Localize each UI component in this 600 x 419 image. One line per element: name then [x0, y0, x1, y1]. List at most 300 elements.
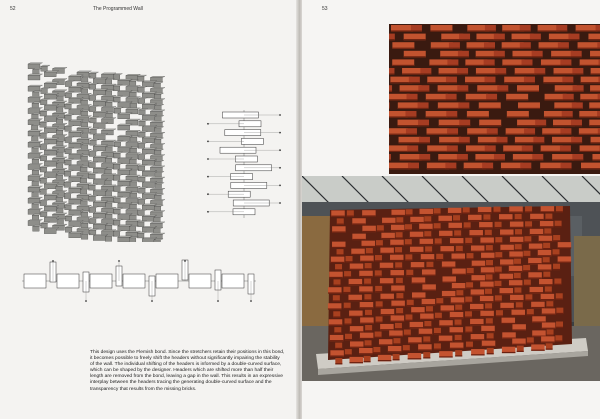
brick-shadow — [396, 298, 403, 299]
brick-face — [130, 92, 137, 97]
brick-shadow — [540, 168, 562, 169]
brick-face — [44, 72, 56, 77]
brick-top — [64, 193, 73, 194]
brick-shadow — [400, 159, 422, 160]
brick-shadow — [466, 99, 488, 100]
brick-shadow — [470, 309, 484, 310]
brick-shadow — [399, 142, 421, 143]
brick-shadow — [396, 313, 403, 314]
brick-face — [93, 213, 105, 218]
brick-face — [65, 138, 72, 143]
brick-shadow — [512, 56, 534, 57]
brick-top — [52, 123, 67, 124]
brick-face — [93, 169, 105, 174]
brick-shadow — [539, 241, 553, 242]
brick-shadow — [556, 313, 563, 314]
brick-top — [93, 100, 108, 101]
brick-top — [118, 79, 133, 80]
brick-top — [138, 198, 147, 199]
brick-top — [150, 143, 165, 144]
shelf-left — [302, 216, 330, 326]
brick-face — [93, 157, 105, 162]
brick-shadow — [463, 212, 470, 213]
brick-top — [93, 223, 108, 224]
brick-shadow — [555, 226, 562, 227]
brick-top — [126, 175, 141, 176]
brick-shadow — [484, 48, 495, 49]
brick-shadow — [410, 327, 424, 328]
brick-shadow — [348, 300, 362, 301]
brick-face — [155, 106, 162, 111]
brick-top — [118, 146, 133, 147]
brick-shadow — [479, 227, 493, 228]
brick-top — [138, 131, 147, 132]
brick-shadow — [439, 325, 453, 326]
brick-face — [138, 177, 145, 182]
brick-shadow — [496, 315, 503, 316]
brick-top — [93, 167, 108, 168]
brick-shadow — [500, 265, 514, 266]
brick-shadow — [365, 315, 372, 316]
brick-top — [118, 169, 133, 170]
brick-top — [138, 165, 147, 166]
brick-face — [142, 194, 154, 199]
brick-top — [41, 88, 50, 89]
brick-shadow — [479, 125, 501, 126]
brick-shadow — [481, 258, 495, 259]
brick-shadow — [424, 221, 431, 222]
brick-shadow — [455, 310, 462, 311]
brick-face — [130, 104, 137, 109]
brick-top — [65, 226, 74, 227]
brick-face — [138, 211, 145, 216]
brick-face — [114, 97, 121, 102]
brick-shadow — [345, 354, 352, 355]
brick-shadow — [591, 73, 600, 74]
brick-face — [81, 145, 88, 150]
brick-shadow — [391, 321, 405, 322]
brick-face — [137, 222, 144, 227]
brick-shadow — [360, 261, 374, 262]
brick-shadow — [454, 236, 461, 237]
brick-shadow — [365, 345, 372, 346]
brick-top — [118, 90, 133, 91]
brick-face — [142, 116, 154, 121]
brick-face — [81, 89, 88, 94]
brick-shadow — [330, 355, 344, 356]
diagram-brick — [57, 274, 79, 288]
brick-shadow — [328, 292, 342, 293]
brick-shadow — [396, 222, 403, 223]
brick-top — [138, 210, 147, 211]
brick-shadow — [442, 267, 456, 268]
brick-top — [93, 201, 108, 202]
brick-top — [113, 74, 122, 75]
brick-face — [118, 192, 130, 197]
brick-top — [28, 119, 43, 120]
brick-shadow — [333, 300, 340, 301]
brick-face — [130, 193, 137, 198]
brick-top — [114, 186, 123, 187]
brick-top — [93, 89, 108, 90]
brick-face — [40, 156, 47, 161]
brick-face — [40, 145, 47, 150]
brick-shadow — [435, 244, 442, 245]
brick-face — [32, 193, 39, 198]
brick-face — [56, 119, 63, 124]
brick-shadow — [457, 73, 468, 74]
brick-shadow — [349, 362, 363, 363]
brick-shadow — [330, 340, 344, 341]
brick-face — [80, 190, 87, 195]
brick-shadow — [510, 227, 524, 228]
brick-shadow — [571, 142, 582, 143]
brick-face — [142, 216, 154, 221]
brick-top — [126, 97, 141, 98]
brick-top — [101, 95, 116, 96]
brick-top — [77, 93, 92, 94]
brick-top — [101, 129, 116, 130]
brick-face — [113, 220, 120, 225]
brick-face — [28, 142, 40, 147]
brick-top — [64, 181, 73, 182]
brick-face — [142, 93, 154, 98]
brick-face — [69, 177, 81, 182]
brick-shadow — [572, 73, 583, 74]
brick-face — [69, 188, 81, 193]
brick-top — [101, 218, 116, 219]
brick-shadow — [458, 56, 469, 57]
brick-shadow — [509, 271, 523, 272]
brick-shadow — [465, 332, 472, 333]
brick-face — [89, 107, 96, 112]
brick-top — [28, 74, 43, 75]
brick-shadow — [518, 108, 540, 109]
brick-shadow — [411, 312, 425, 313]
brick-shadow — [471, 339, 485, 340]
brick-shadow — [495, 242, 502, 243]
brick-shadow — [541, 151, 563, 152]
brick-shadow — [464, 228, 471, 229]
brick-top — [118, 180, 133, 181]
brick-shadow — [395, 268, 402, 269]
brick-shadow — [410, 222, 424, 223]
brick-top — [40, 177, 49, 178]
brick-shadow — [456, 251, 463, 252]
brick-top — [28, 96, 43, 97]
brick-top — [126, 153, 141, 154]
wall-axonometric-drawing — [22, 52, 194, 242]
brick-shadow — [467, 134, 489, 135]
brick-top — [52, 67, 67, 68]
brick-shadow — [511, 315, 525, 316]
brick-shadow — [509, 285, 522, 286]
brick-shadow — [590, 56, 600, 57]
brick-top — [69, 176, 84, 177]
brick-top — [118, 102, 133, 103]
brick-top — [114, 197, 123, 198]
brick-shadow — [359, 292, 373, 293]
brick-face — [93, 236, 105, 241]
brick-face — [155, 128, 162, 133]
brick-top — [150, 188, 165, 189]
brick-shadow — [516, 307, 523, 308]
brick-top — [113, 174, 122, 175]
brick-shadow — [507, 116, 529, 117]
header-shift-section-diagram — [200, 108, 288, 220]
brick-face — [57, 97, 64, 102]
brick-shadow — [545, 219, 552, 220]
brick-shadow — [377, 230, 384, 231]
brick-top — [28, 197, 43, 198]
brick-face — [32, 114, 39, 119]
brick-face — [105, 91, 112, 96]
brick-shadow — [485, 308, 492, 309]
brick-face — [40, 134, 47, 139]
brick-top — [93, 134, 108, 135]
brick-shadow — [351, 254, 365, 255]
brick-top — [118, 202, 133, 203]
brick-shadow — [345, 324, 352, 325]
brick-face — [28, 198, 40, 203]
brick-face — [81, 78, 88, 83]
brick-top — [69, 165, 84, 166]
brick-shadow — [439, 142, 461, 143]
brick-shadow — [425, 252, 432, 253]
brick-shadow — [485, 294, 492, 295]
brick-top — [52, 112, 67, 113]
brick-shadow — [347, 216, 354, 217]
brick-shadow — [390, 275, 404, 276]
brick-shadow — [520, 30, 531, 31]
brick-shadow — [378, 360, 392, 361]
brick-face — [154, 206, 161, 211]
brick-face — [44, 206, 56, 211]
brick-face — [129, 227, 136, 232]
brick-face — [105, 80, 112, 85]
brick-face — [138, 166, 145, 171]
brick-shadow — [514, 264, 521, 265]
brick-shadow — [485, 235, 492, 236]
brick-top — [28, 208, 43, 209]
brick-shadow — [572, 108, 583, 109]
brick-face — [105, 203, 112, 208]
brick-shadow — [407, 99, 418, 100]
brick-shadow — [455, 355, 462, 356]
brick-shadow — [466, 151, 488, 152]
brick-top — [126, 209, 141, 210]
brick-face — [155, 184, 162, 189]
brick-face — [142, 160, 154, 165]
brick-face — [41, 66, 48, 71]
brick-shadow — [483, 220, 490, 221]
brick-shadow — [554, 284, 561, 285]
brick-top — [52, 213, 67, 214]
brick-shadow — [523, 270, 530, 271]
brick-shadow — [389, 91, 392, 92]
brick-top — [52, 179, 67, 180]
brick-top — [44, 138, 59, 139]
brick-top — [150, 76, 165, 77]
wall-installation-photo — [302, 176, 600, 381]
brick-shadow — [494, 286, 501, 287]
diagram-brick — [241, 138, 263, 144]
brick-shadow — [390, 245, 404, 246]
brick-shadow — [448, 213, 462, 214]
brick-face — [113, 176, 120, 181]
brick-shadow — [446, 99, 457, 100]
brick-shadow — [391, 291, 405, 292]
brick-top — [118, 236, 133, 237]
brick-shadow — [471, 295, 485, 296]
brick-face — [65, 115, 72, 120]
brick-top — [77, 138, 92, 139]
brick-top — [69, 109, 84, 110]
brick-shadow — [480, 301, 494, 302]
brick-shadow — [500, 279, 514, 280]
brick-shadow — [530, 219, 544, 220]
brick-face — [118, 181, 130, 186]
brick-face — [93, 124, 105, 129]
brick-face — [90, 129, 97, 134]
brick-top — [77, 104, 92, 105]
brick-shadow — [486, 323, 493, 324]
brick-face — [44, 173, 56, 178]
brick-top — [90, 139, 99, 140]
brick-face — [28, 75, 40, 80]
brick-shadow — [410, 252, 424, 253]
brick-face — [114, 153, 121, 158]
brick-shadow — [398, 108, 420, 109]
brick-top — [138, 176, 147, 177]
brick-shadow — [502, 65, 524, 66]
brick-shadow — [465, 82, 487, 83]
brick-shadow — [455, 325, 462, 326]
brick-face — [89, 85, 96, 90]
brick-top — [142, 81, 157, 82]
diagram-brick — [90, 274, 112, 288]
brick-shadow — [396, 237, 403, 238]
brick-face — [93, 113, 105, 118]
brick-top — [77, 205, 92, 206]
brick-top — [44, 104, 59, 105]
brick-face — [44, 229, 56, 234]
brick-face — [69, 199, 81, 204]
brick-top — [114, 208, 123, 209]
brick-face — [129, 238, 136, 242]
brick-shadow — [556, 327, 563, 328]
brick-face — [65, 160, 72, 165]
brick-top — [93, 178, 108, 179]
brick-shadow — [404, 335, 411, 336]
brick-face — [155, 162, 162, 167]
brick-face — [105, 158, 112, 163]
brick-shadow — [553, 269, 560, 270]
brick-face — [113, 86, 120, 91]
brick-shadow — [560, 65, 571, 66]
brick-shadow — [381, 238, 395, 239]
brick-shadow — [471, 354, 485, 355]
brick-shadow — [555, 340, 562, 341]
brick-shadow — [466, 287, 473, 288]
brick-top — [101, 162, 116, 163]
brick-top — [118, 158, 133, 159]
brick-top — [44, 194, 59, 195]
brick-shadow — [430, 30, 452, 31]
brick-shadow — [525, 300, 532, 301]
brick-shadow — [484, 82, 495, 83]
brick-top — [69, 153, 84, 154]
brick-shadow — [546, 306, 553, 307]
brick-top — [142, 226, 157, 227]
brick-shadow — [409, 82, 420, 83]
brick-shadow — [527, 314, 534, 315]
left-page — [0, 0, 298, 419]
brick-shadow — [380, 329, 394, 330]
brick-face — [118, 80, 130, 85]
brick-shadow — [495, 227, 502, 228]
brick-face — [114, 198, 121, 203]
brick-top — [150, 121, 165, 122]
brick-face — [118, 170, 130, 175]
brick-shadow — [476, 73, 498, 74]
brick-top — [101, 185, 116, 186]
brick-shadow — [517, 91, 539, 92]
brick-shadow — [359, 353, 372, 354]
brick-shadow — [502, 323, 516, 324]
brick-shadow — [515, 249, 522, 250]
brick-top — [77, 228, 92, 229]
brick-top — [118, 135, 133, 136]
brick-face — [93, 135, 105, 140]
brick-shadow — [465, 302, 472, 303]
brick-face — [130, 137, 137, 142]
brick-top — [52, 191, 67, 192]
brick-shadow — [407, 151, 418, 152]
brick-shadow — [500, 235, 514, 236]
diagram-brick — [222, 274, 244, 288]
brick-face — [44, 139, 56, 144]
brick-top — [93, 234, 108, 235]
brick-shadow — [422, 290, 436, 291]
brick-top — [126, 119, 141, 120]
brick-top — [40, 200, 49, 201]
brick-shadow — [423, 357, 430, 358]
brick-shadow — [527, 343, 534, 344]
brick-face — [32, 204, 39, 209]
brick-shadow — [578, 48, 600, 49]
brick-shadow — [533, 142, 544, 143]
brick-shadow — [545, 292, 552, 293]
brick-shadow — [486, 265, 493, 266]
brick-top — [77, 82, 92, 83]
brick-top — [52, 101, 67, 102]
brick-face — [28, 154, 40, 159]
brick-face — [142, 228, 154, 233]
brick-shadow — [376, 307, 383, 308]
brick-shadow — [515, 73, 537, 74]
brick-shadow — [531, 307, 545, 308]
brick-shadow — [427, 134, 449, 135]
brick-top — [52, 168, 67, 169]
brick-shadow — [438, 91, 460, 92]
brick-shadow — [352, 223, 366, 224]
brick-shadow — [445, 168, 456, 169]
brick-top — [101, 207, 116, 208]
brick-shadow — [469, 235, 483, 236]
body-text: This design uses the Flemish bond. Since the stretchers retain their positions in this bond, it becomes possible to freely shift the headers without significantly impairing the stability of the wall. The individual shifting of the headers is informed by a double-curved surface, which can be shaped by the designer. Headers which are shifted more than half their length are removed from the bond, leaving a gap in the wall. This results in an expressive interplay between the headers tracing the generating double-curved surface and the transparency that results from the missing bricks. — [90, 350, 285, 392]
brick-top — [65, 114, 74, 115]
